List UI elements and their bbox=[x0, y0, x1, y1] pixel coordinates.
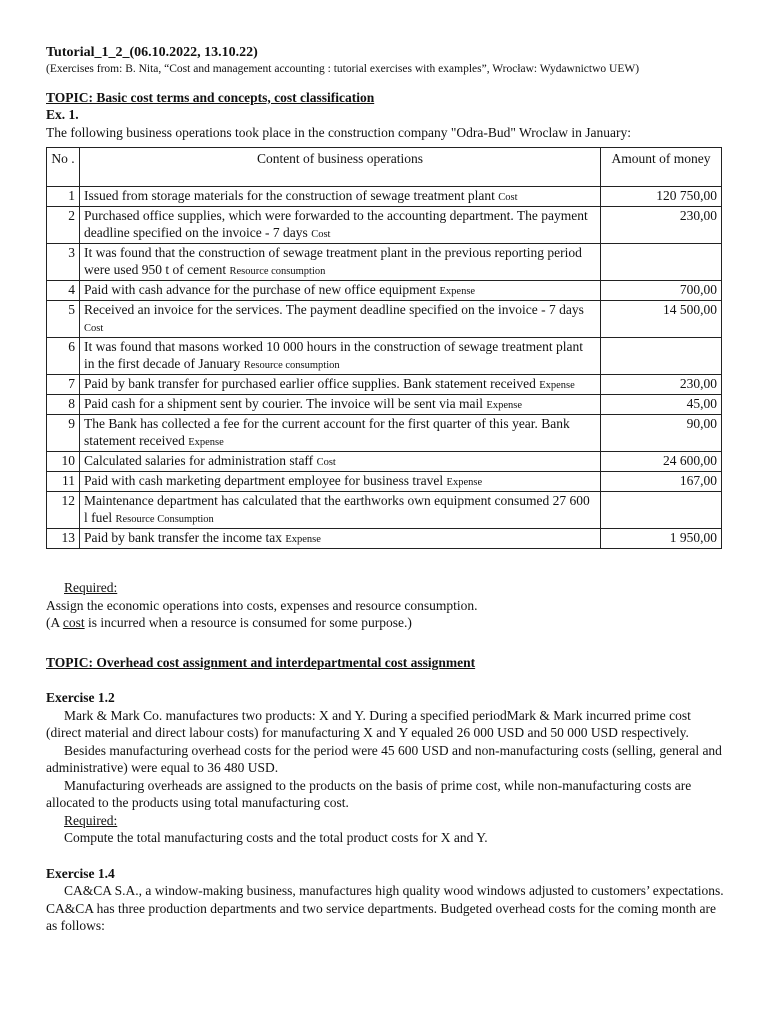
operation-content bbox=[80, 492, 601, 529]
operation-text: Issued from storage materials for the construction of sewage treatment plant bbox=[84, 188, 495, 203]
table-header-row bbox=[47, 148, 722, 187]
operation-content bbox=[80, 375, 601, 395]
amount-cell bbox=[601, 338, 722, 375]
classification-tag: Resource consumption bbox=[229, 266, 326, 277]
exercise-1-intro: The following business operations took place in the construction company "Odra-Bud" Wroclaw in January: bbox=[46, 124, 631, 140]
operation-content bbox=[80, 452, 601, 472]
row-number: 12 bbox=[47, 492, 80, 529]
amount-cell: 230,00 bbox=[601, 207, 722, 244]
table-row bbox=[47, 244, 722, 281]
classification-tag: Resource consumption bbox=[243, 360, 340, 371]
header-content: Content of business operations bbox=[80, 148, 601, 187]
classification-tag: Cost bbox=[84, 323, 104, 334]
row-number: 4 bbox=[47, 281, 80, 301]
amount-cell bbox=[601, 492, 722, 529]
amount-cell: 700,00 bbox=[601, 281, 722, 301]
classification-tag: Expense bbox=[439, 286, 476, 297]
operation-content bbox=[80, 338, 601, 375]
operation-text: It was found that the construction of sewage treatment plant in the previous reporting period were used 950 t of cement bbox=[84, 245, 582, 277]
amount-cell: 24 600,00 bbox=[601, 452, 722, 472]
required-text-2: Compute the total manufacturing costs and the total product costs for X and Y. bbox=[64, 830, 488, 845]
exercise-1-4-title: Exercise 1.4 bbox=[46, 865, 115, 881]
operation-content bbox=[80, 244, 601, 281]
amount-cell bbox=[601, 244, 722, 281]
row-number: 8 bbox=[47, 395, 80, 415]
table-row bbox=[47, 415, 722, 452]
row-number: 5 bbox=[47, 301, 80, 338]
classification-tag: Expense bbox=[486, 400, 522, 411]
required-label-1: Required: bbox=[64, 580, 118, 595]
classification-tag: Expense bbox=[188, 437, 224, 448]
table-row bbox=[47, 492, 722, 529]
operation-text: Paid by bank transfer the income tax bbox=[84, 530, 282, 545]
row-number: 10 bbox=[47, 452, 80, 472]
cost-underlined-word: cost bbox=[62, 615, 85, 630]
classification-tag: Cost bbox=[498, 192, 518, 203]
row-number: 13 bbox=[47, 529, 80, 549]
table-body bbox=[47, 187, 722, 549]
table-row bbox=[47, 281, 722, 301]
operation-content bbox=[80, 395, 601, 415]
operation-text: Paid cash for a shipment sent by courier. The invoice will be sent via mail bbox=[84, 396, 484, 411]
exercise-1-2-paragraph-3: Manufacturing overheads are assigned to the products on the basis of prime cost, while non-manufacturing costs are allocated to the products using total manufacturing cost. bbox=[46, 777, 692, 810]
operations-table bbox=[46, 147, 722, 549]
topic-heading-1: TOPIC: Basic cost terms and concepts, cost classification bbox=[46, 89, 375, 105]
classification-tag: Cost bbox=[316, 457, 336, 468]
row-number: 9 bbox=[47, 415, 80, 452]
source-citation: (Exercises from: B. Nita, “Cost and management accounting : tutorial exercises with examples”, Wrocław: Wydawnictwo UEW) bbox=[46, 62, 640, 75]
header-amount: Amount of money bbox=[601, 148, 722, 187]
table-row bbox=[47, 207, 722, 244]
table-row bbox=[47, 529, 722, 549]
classification-tag: Expense bbox=[446, 477, 483, 488]
amount-cell: 45,00 bbox=[601, 395, 722, 415]
exercise-1-2-paragraph-1: Mark & Mark Co. manufactures two products: X and Y. During a specified periodMark & Mark incurred prime cost (direct material and direct labour costs) for manufacturing X and Y equaled 26 000 USD and 50 000 USD respectively. bbox=[46, 707, 691, 740]
operation-content bbox=[80, 415, 601, 452]
row-number: 3 bbox=[47, 244, 80, 281]
exercise-1-2-paragraph-2: Besides manufacturing overhead costs for the period were 45 600 USD and non-manufacturing costs (selling, general and administrative) were equal to 36 480 USD. bbox=[46, 742, 722, 775]
table-row bbox=[47, 187, 722, 207]
operation-content bbox=[80, 281, 601, 301]
table-row bbox=[47, 375, 722, 395]
operation-content bbox=[80, 187, 601, 207]
table-row bbox=[47, 472, 722, 492]
required-label-2: Required: bbox=[64, 812, 118, 828]
document-title: Tutorial_1_2_(06.10.2022, 13.10.22) bbox=[46, 45, 258, 60]
header-no: No . bbox=[47, 148, 80, 187]
row-number: 2 bbox=[47, 207, 80, 244]
classification-tag: Resource Consumption bbox=[115, 514, 214, 525]
row-number: 1 bbox=[47, 187, 80, 207]
exercise-1-4-paragraph-1: CA&CA S.A., a window-making business, manufactures high quality wood windows adjusted to customers’ expectations. CA&CA has three production departments and two service departments. Budgeted overhead costs for the coming month are as follows: bbox=[46, 883, 724, 933]
required-text-1: Assign the economic operations into costs, expenses and resource consumption. bbox=[46, 597, 478, 613]
amount-cell: 120 750,00 bbox=[601, 187, 722, 207]
operation-text: Received an invoice for the services. The payment deadline specified on the invoice - 7 days bbox=[84, 302, 584, 317]
operation-content bbox=[80, 207, 601, 244]
table-row bbox=[47, 338, 722, 375]
exercise-1-title: Ex. 1. bbox=[46, 107, 79, 122]
operation-text: Maintenance department has calculated that the earthworks own equipment consumed 27 600 l fuel bbox=[84, 493, 590, 525]
operation-text: The Bank has collected a fee for the current account for the first quarter of this year. Bank statement received bbox=[84, 416, 570, 448]
amount-cell: 1 950,00 bbox=[601, 529, 722, 549]
classification-tag: Expense bbox=[285, 534, 321, 545]
operation-content bbox=[80, 472, 601, 492]
amount-cell: 90,00 bbox=[601, 415, 722, 452]
exercise-1-2-title: Exercise 1.2 bbox=[46, 690, 115, 705]
classification-tag: Cost bbox=[311, 229, 331, 240]
operation-text: Paid with cash advance for the purchase of new office equipment bbox=[84, 282, 437, 297]
amount-cell: 14 500,00 bbox=[601, 301, 722, 338]
cost-definition-note: (A cost is incurred when a resource is consumed for some purpose.) bbox=[46, 615, 412, 630]
operation-text: Purchased office supplies, which were forwarded to the accounting department. The payment deadline specified on the invoice - 7 days bbox=[84, 208, 588, 240]
amount-cell: 167,00 bbox=[601, 472, 722, 492]
classification-tag: Expense bbox=[539, 380, 575, 391]
operation-content bbox=[80, 301, 601, 338]
operation-content bbox=[80, 529, 601, 549]
table-row bbox=[47, 301, 722, 338]
row-number: 11 bbox=[47, 472, 80, 492]
row-number: 6 bbox=[47, 338, 80, 375]
topic-heading-2: TOPIC: Overhead cost assignment and interdepartmental cost assignment bbox=[46, 654, 476, 670]
operation-text: Paid with cash marketing department employee for business travel bbox=[84, 473, 444, 488]
table-row bbox=[47, 395, 722, 415]
operation-text: Paid by bank transfer for purchased earlier office supplies. Bank statement received bbox=[84, 376, 536, 391]
row-number: 7 bbox=[47, 375, 80, 395]
document-page bbox=[46, 44, 726, 935]
table-row bbox=[47, 452, 722, 472]
amount-cell: 230,00 bbox=[601, 375, 722, 395]
operation-text: It was found that masons worked 10 000 hours in the construction of sewage treatment plant in the first decade of January bbox=[84, 339, 584, 371]
operation-text: Calculated salaries for administration staff bbox=[84, 453, 314, 468]
